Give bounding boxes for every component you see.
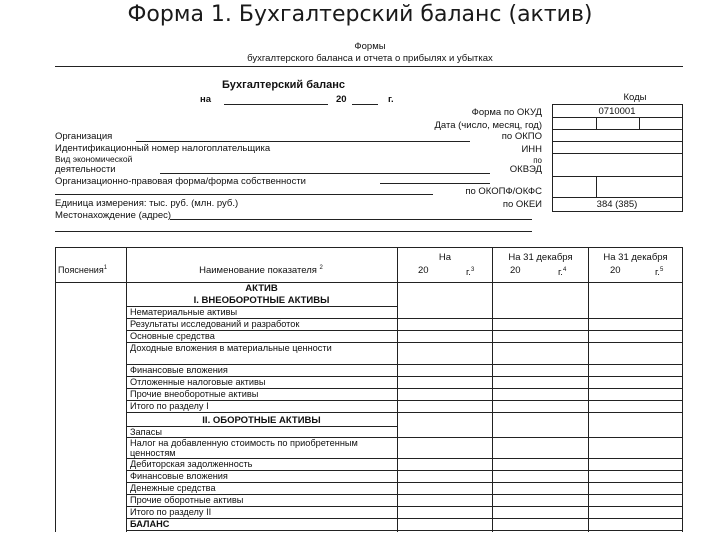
okpo-label: по ОКПО [501,131,542,142]
col1-header: На [438,252,452,263]
codes-row-line [552,153,682,154]
section1-title: I. ВНЕОБОРОТНЫЕ АКТИВЫ [193,295,330,306]
codes-col-line [596,176,597,197]
activity-label-1: Вид экономической [55,154,133,164]
row-line [126,412,682,413]
col3-g: г.$^5$ [655,267,664,279]
balance-total-row: БАЛАНС [130,519,170,529]
location-label: Местонахождение (адрес) [55,210,172,221]
table-row: Прочие внеоборотные активы [130,389,259,399]
table-col-divider [492,247,493,532]
table-row: Финансовые вложения [130,471,228,481]
col3-year: 20 [610,265,621,276]
year-suffix: г. [388,94,394,105]
section-aktiv: АКТИВ [245,283,278,294]
table-row: Итого по разделу II [130,507,212,517]
codes-col-line [639,117,640,129]
codes-box [552,104,683,212]
codes-col-line [596,117,597,129]
table-row: Налог на добавленную стоимость по приобретенным ценностям [130,438,358,458]
activity-field-line [160,173,490,174]
table-row: Финансовые вложения [130,365,228,375]
table-right-border [682,247,683,532]
table-row: Прочие оборотные активы [130,495,244,505]
okved-label: ОКВЭД [509,164,542,175]
codes-row-line [552,129,682,130]
okud-label: Форма по ОКУД [471,107,542,118]
codes-row-line [552,197,682,198]
form-header-line1: Формы [354,41,386,52]
table-col-divider [588,247,589,532]
okopf-label: по ОКОПФ/ОКФС [465,186,542,197]
date-label: Дата (число, месяц, год) [434,120,542,131]
form-header-line2: бухгалтерского баланса и отчета о прибылях и убытках [247,53,493,64]
col2-header: На 31 декабря [508,252,573,263]
col2-year: 20 [510,265,521,276]
unit-label: Единица измерения: тыс. руб. (млн. руб.) [55,198,239,209]
okved-prefix: по [533,156,542,165]
org-label: Организация [55,131,113,142]
okei-label: по ОКЕИ [502,199,542,210]
codes-row-line [552,117,682,118]
header-divider [55,66,683,67]
okud-value: 0710001 [598,106,636,117]
inn-full-label: Идентификационный номер налогоплательщика [55,143,271,154]
indicator-header: Наименование показателя $^2$ [199,265,323,277]
legal-form-line1 [380,183,490,184]
table-left-border [55,247,56,532]
codes-row-line [552,176,682,177]
date-blank [224,104,328,105]
codes-header: Коды [623,92,647,103]
col3-header: На 31 декабря [603,252,668,263]
date-prefix: на [200,94,212,105]
inn-label: ИНН [521,144,542,155]
activity-label-2: деятельности [55,164,116,175]
location-field-line [170,219,532,220]
table-row: Результаты исследований и разработок [130,319,300,329]
table-row: Итого по разделу I [130,401,209,411]
table-row: Отложенные налоговые активы [130,377,266,387]
row-line [126,530,682,531]
location-field-line-2 [55,231,532,232]
table-row: Дебиторская задолженность [130,459,253,469]
year-blank [352,104,378,105]
org-field-line [136,141,470,142]
col1-g: г.$^3$ [466,267,475,279]
table-row: Доходные вложения в материальные ценности [130,343,332,353]
section2-title: II. ОБОРОТНЫЕ АКТИВЫ [202,415,321,426]
slide-title: Форма 1. Бухгалтерский баланс (актив) [127,2,593,27]
notes-header: Пояснения$^1$ [58,265,108,275]
table-row: Основные средства [130,331,215,341]
col1-year: 20 [418,265,429,276]
legal-form-line2 [55,194,433,195]
table-row: Нематериальные активы [130,307,238,317]
okei-value: 384 (385) [596,199,638,210]
table-row: Запасы [130,427,162,437]
table-row: Денежные средства [130,483,216,493]
table-col-divider [397,247,398,532]
codes-row-line [552,141,682,142]
col2-g: г.$^4$ [558,267,567,279]
year-prefix: 20 [336,94,347,105]
balance-title: Бухгалтерский баланс [222,79,346,91]
legal-form-label: Организационно-правовая форма/форма собственности [55,176,306,187]
